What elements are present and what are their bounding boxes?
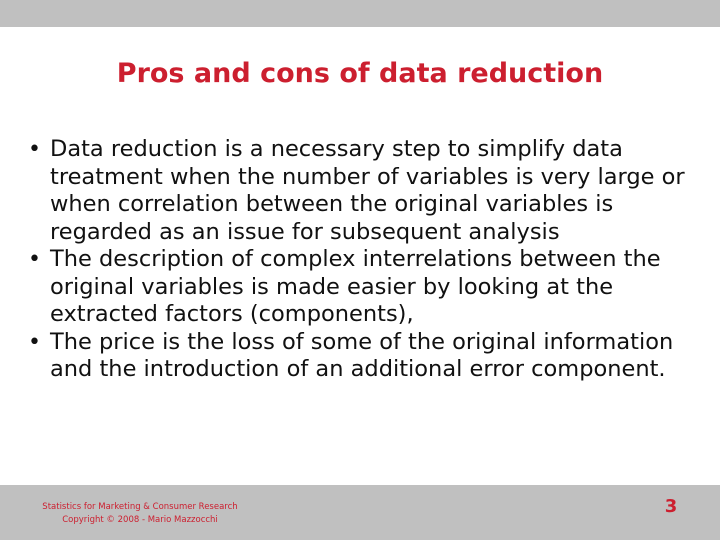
page-number: 3 (664, 496, 678, 517)
bullet-text: Data reduction is a necessary step to simplify data treatment when the number of variables is very large or when correlation between the original variables is regarded as an issue for subsequent analysis (50, 136, 685, 245)
bullet-text: The price is the loss of some of the original information and the introduction of an additional error component. (50, 328, 674, 382)
bullet-dot-icon: • (28, 329, 41, 355)
footer-line-copyright: Copyright © 2008 - Mario Mazzocchi (62, 514, 218, 525)
bullet-dot-icon: • (28, 137, 41, 162)
bullet-text: The description of complex interrelations between the original variables is made easier by looking at the extracted factors (components), (50, 246, 661, 327)
bullet-item (28, 246, 698, 329)
top-band (0, 0, 720, 27)
bullet-item (28, 329, 698, 384)
bullet-item (28, 136, 698, 246)
footer-line-course: Statistics for Marketing & Consumer Research (42, 502, 238, 512)
footer-credit (30, 501, 250, 526)
slide-title: Pros and cons of data reduction (116, 58, 604, 89)
bullet-list (28, 136, 698, 384)
bullet-dot-icon: • (28, 247, 41, 272)
